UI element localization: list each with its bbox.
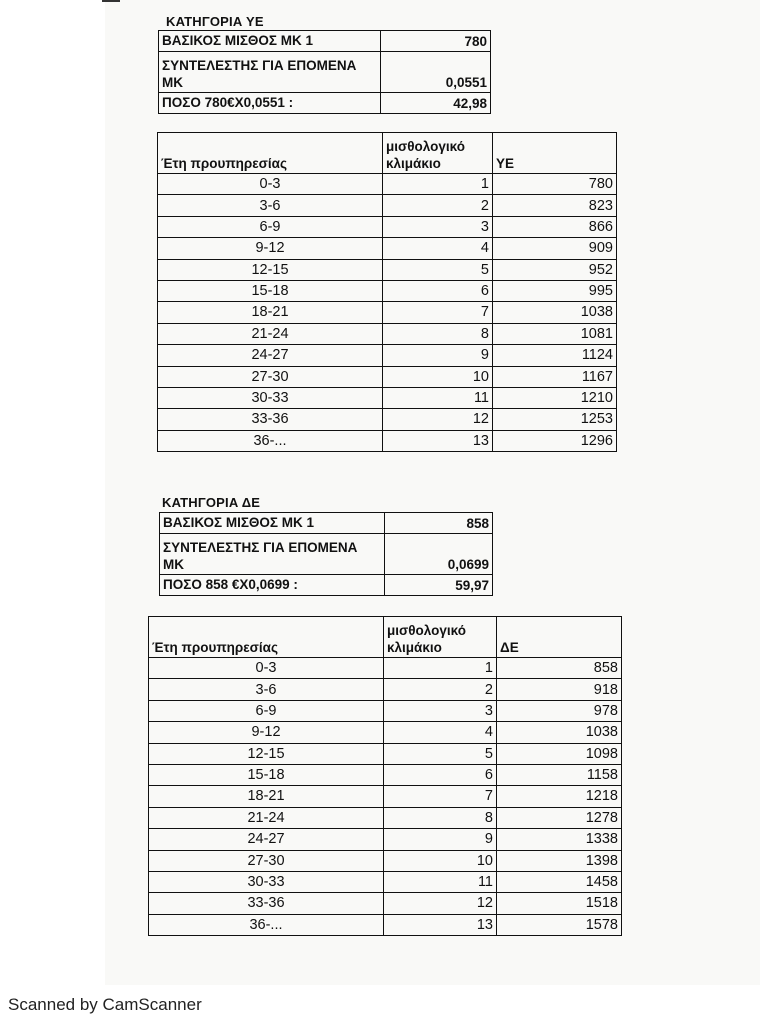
salary-cell: 1081 [493,323,617,344]
years-cell: 21-24 [149,807,384,828]
amount-label: ΠΟΣΟ 780€Χ0,0551 : [159,93,381,114]
years-cell: 36-... [149,914,384,935]
table-row [149,829,622,850]
salary-cell: 1458 [497,871,622,892]
salary-cell: 858 [497,658,622,679]
summary-row-base [160,513,493,534]
summary-table-ye [158,30,491,114]
scale-step-cell: 7 [384,786,497,807]
years-cell: 21-24 [158,323,383,344]
years-cell: 30-33 [158,387,383,408]
table-row [158,409,617,430]
table-row [158,366,617,387]
table-row [158,345,617,366]
years-cell: 12-15 [158,259,383,280]
salary-cell: 995 [493,280,617,301]
summary-row-amount [160,575,493,596]
years-cell: 15-18 [158,280,383,301]
scale-step-cell: 6 [383,280,493,301]
table-row [149,850,622,871]
scale-step-cell: 5 [383,259,493,280]
header-category: ΔΕ [497,617,622,658]
category-title-de: ΚΑΤΗΓΟΡΙΑ ΔΕ [162,495,261,510]
salary-cell: 1296 [493,430,617,451]
salary-cell: 1158 [497,764,622,785]
salary-cell: 1038 [493,302,617,323]
table-row [158,174,617,195]
table-row [158,238,617,259]
header-scale: μισθολογικό κλιμάκιο [383,133,493,174]
summary-row-amount [159,93,491,114]
years-cell: 33-36 [158,409,383,430]
table-row [158,259,617,280]
table-row [149,893,622,914]
table-row [149,700,622,721]
years-cell: 27-30 [149,850,384,871]
scale-step-cell: 11 [383,387,493,408]
salary-cell: 780 [493,174,617,195]
summary-table-de [159,512,493,596]
years-cell: 18-21 [149,786,384,807]
scale-step-cell: 4 [383,238,493,259]
table-row [149,743,622,764]
base-salary-label: ΒΑΣΙΚΟΣ ΜΙΣΘΟΣ ΜΚ 1 [159,31,381,52]
table-row [149,786,622,807]
table-row [158,302,617,323]
scale-step-cell: 10 [383,366,493,387]
amount-label: ΠΟΣΟ 858 €Χ0,0699 : [160,575,385,596]
scale-step-cell: 1 [383,174,493,195]
years-cell: 27-30 [158,366,383,387]
salary-scale-table-ye [157,132,617,452]
header-scale: μισθολογικό κλιμάκιο [384,617,497,658]
table-row [158,195,617,216]
salary-cell: 1398 [497,850,622,871]
years-cell: 0-3 [158,174,383,195]
salary-cell: 909 [493,238,617,259]
header-years: Έτη προυπηρεσίας [149,617,384,658]
category-title-ye: ΚΑΤΗΓΟΡΙΑ ΥΕ [166,14,264,29]
years-cell: 12-15 [149,743,384,764]
scan-corner-mark [102,0,120,2]
years-cell: 24-27 [149,829,384,850]
salary-cell: 1338 [497,829,622,850]
salary-cell: 1210 [493,387,617,408]
coefficient-label: ΣΥΝΤΕΛΕΣΤΗΣ ΓΙΑ ΕΠΟΜΕΝΑ ΜΚ [160,534,385,575]
years-cell: 9-12 [149,722,384,743]
scale-step-cell: 8 [384,807,497,828]
table-row [149,722,622,743]
years-cell: 9-12 [158,238,383,259]
scale-step-cell: 2 [384,679,497,700]
scale-step-cell: 9 [383,345,493,366]
table-row [158,323,617,344]
scale-step-cell: 3 [384,700,497,721]
table-row [149,807,622,828]
table-header-row [158,133,617,174]
scale-step-cell: 4 [384,722,497,743]
table-row [158,430,617,451]
years-cell: 3-6 [149,679,384,700]
table-row [149,679,622,700]
scale-step-cell: 3 [383,216,493,237]
summary-row-coefficient [160,534,493,575]
base-salary-value: 858 [385,513,493,534]
coefficient-value: 0,0699 [385,534,493,575]
scale-step-cell: 12 [383,409,493,430]
salary-cell: 1218 [497,786,622,807]
scale-step-cell: 6 [384,764,497,785]
table-row [149,764,622,785]
salary-cell: 978 [497,700,622,721]
amount-value: 59,97 [385,575,493,596]
table-row [149,871,622,892]
scanner-watermark: Scanned by CamScanner [8,995,202,1014]
scale-step-cell: 7 [383,302,493,323]
years-cell: 36-... [158,430,383,451]
years-cell: 24-27 [158,345,383,366]
scale-step-cell: 13 [384,914,497,935]
salary-cell: 918 [497,679,622,700]
salary-cell: 1278 [497,807,622,828]
salary-cell: 1098 [497,743,622,764]
years-cell: 6-9 [149,700,384,721]
header-category: ΥΕ [493,133,617,174]
years-cell: 33-36 [149,893,384,914]
scale-step-cell: 13 [383,430,493,451]
scale-step-cell: 5 [384,743,497,764]
base-salary-label: ΒΑΣΙΚΟΣ ΜΙΣΘΟΣ ΜΚ 1 [160,513,385,534]
years-cell: 0-3 [149,658,384,679]
scale-step-cell: 10 [384,850,497,871]
salary-cell: 1578 [497,914,622,935]
header-years: Έτη προυπηρεσίας [158,133,383,174]
salary-cell: 1124 [493,345,617,366]
scale-step-cell: 8 [383,323,493,344]
years-cell: 18-21 [158,302,383,323]
salary-cell: 1038 [497,722,622,743]
years-cell: 15-18 [149,764,384,785]
scale-step-cell: 11 [384,871,497,892]
scale-step-cell: 9 [384,829,497,850]
salary-scale-table-de [148,616,622,936]
table-row [158,216,617,237]
scale-step-cell: 12 [384,893,497,914]
coefficient-label: ΣΥΝΤΕΛΕΣΤΗΣ ΓΙΑ ΕΠΟΜΕΝΑ ΜΚ [159,52,381,93]
table-row [158,387,617,408]
years-cell: 30-33 [149,871,384,892]
summary-row-coefficient [159,52,491,93]
years-cell: 6-9 [158,216,383,237]
salary-cell: 866 [493,216,617,237]
coefficient-value: 0,0551 [381,52,491,93]
scale-step-cell: 2 [383,195,493,216]
base-salary-value: 780 [381,31,491,52]
table-row [158,280,617,301]
salary-cell: 823 [493,195,617,216]
salary-cell: 952 [493,259,617,280]
table-header-row [149,617,622,658]
table-row [149,658,622,679]
years-cell: 3-6 [158,195,383,216]
scale-step-cell: 1 [384,658,497,679]
salary-cell: 1518 [497,893,622,914]
amount-value: 42,98 [381,93,491,114]
salary-cell: 1167 [493,366,617,387]
salary-cell: 1253 [493,409,617,430]
summary-row-base [159,31,491,52]
table-row [149,914,622,935]
